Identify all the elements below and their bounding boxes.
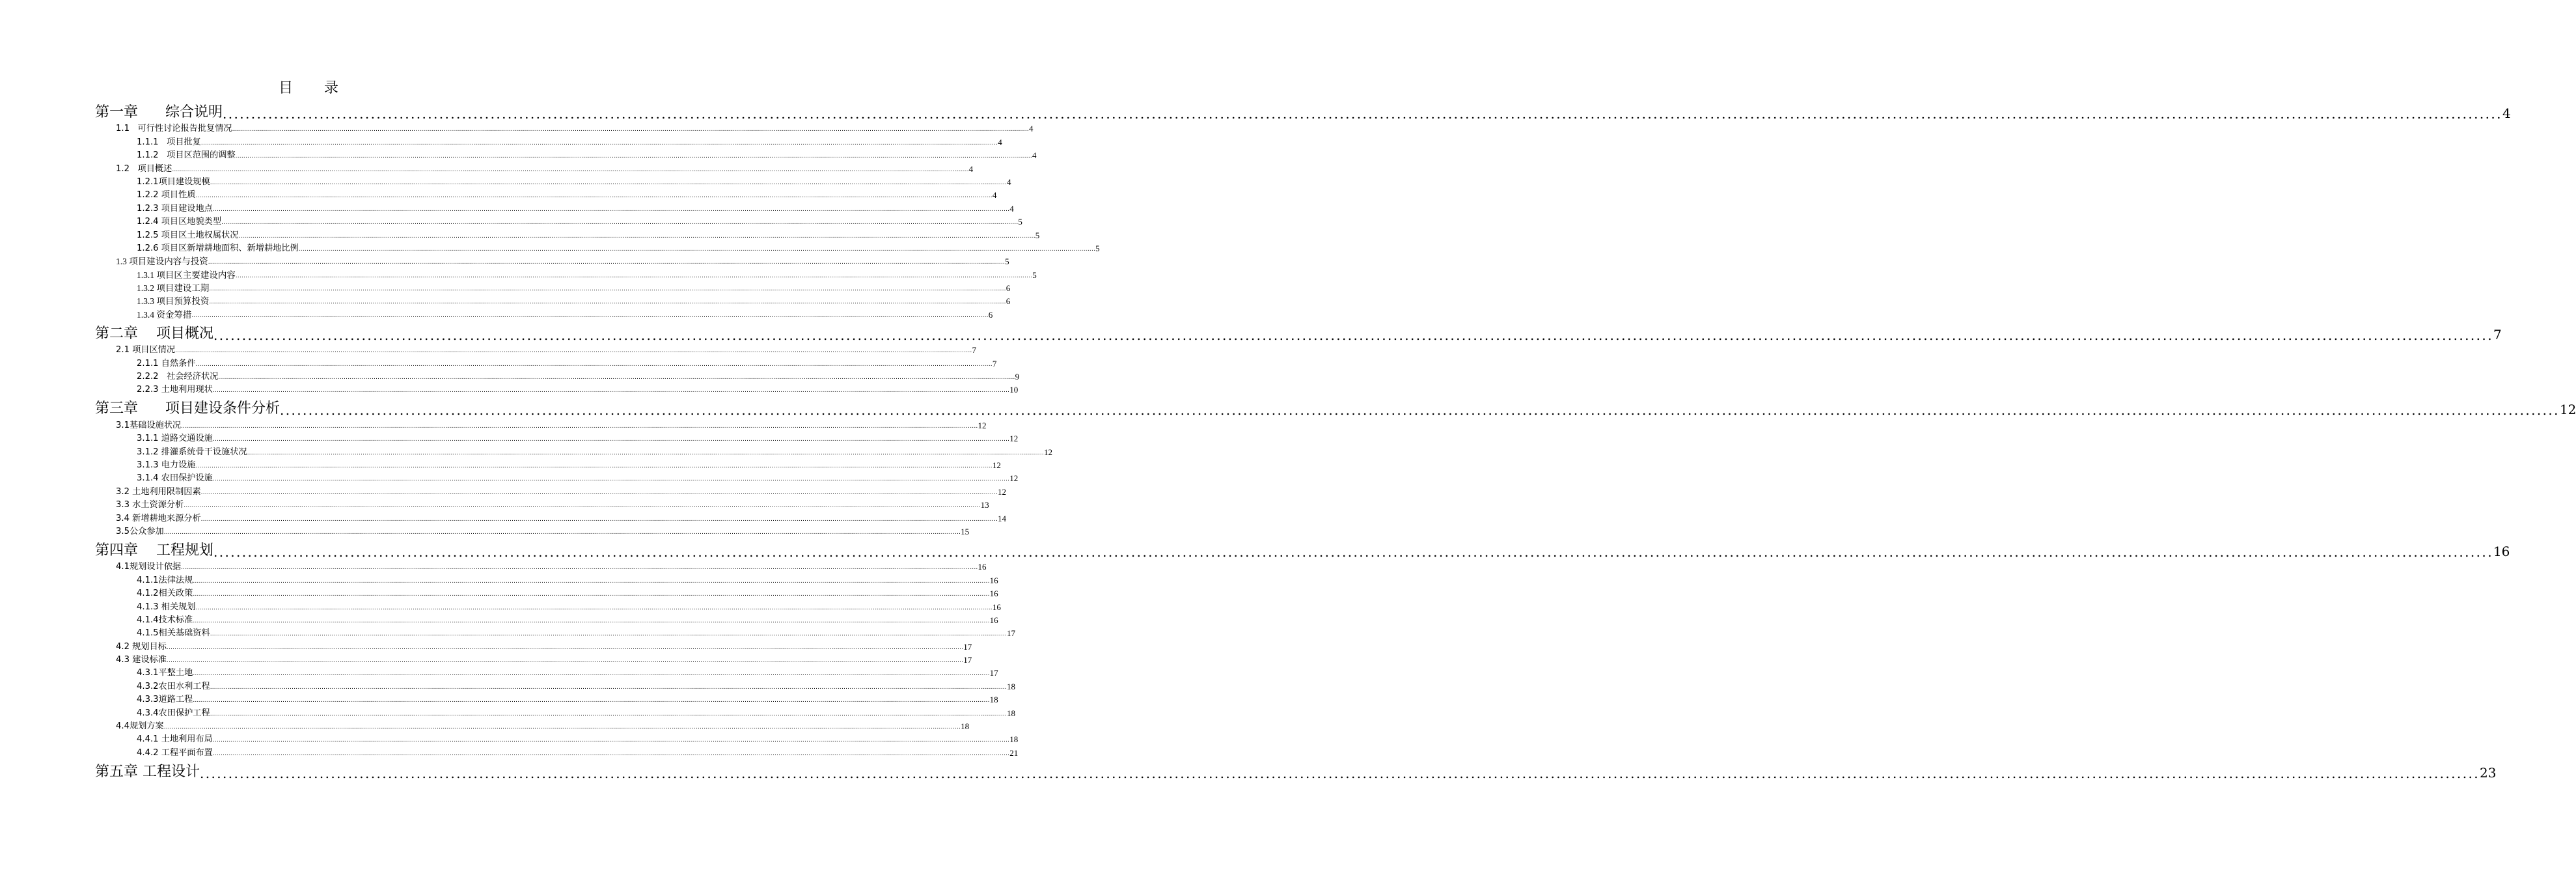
toc-entry-title: 2.1.1 自然条件 [137, 358, 196, 368]
toc-entry-page: 16 [989, 575, 998, 585]
toc-entry-title: 4.4.1 土地利用布局 [137, 734, 213, 745]
toc-entry-title: 1.1.1 项目批复 [137, 137, 201, 147]
toc-title [0, 77, 618, 97]
toc-entry-page: 5 [1095, 243, 1100, 253]
toc-entry-page: 18 [989, 695, 998, 705]
toc-entry-title: 3.1基础设施状况 [116, 420, 182, 430]
toc-entry-page: 12 [1043, 447, 1052, 457]
toc-entry-page: 16 [978, 562, 987, 572]
toc-leader-dots: ................................................................................................................................................................................................................................................................................................................................................................................................................ [209, 286, 1006, 293]
toc-leader-dots: ................................................................................................................................................................................................................................................................................................................................................................................................................ [235, 272, 1033, 279]
toc-chapter-entry[interactable] [95, 395, 2576, 419]
toc-entry-page: 18 [961, 721, 970, 732]
toc-section-entry[interactable] [95, 559, 987, 572]
toc-leader-dots: ................................................................................................................................................................................................................................................................................................................................................................................................................ [175, 348, 972, 355]
toc-entry-page: 17 [963, 641, 972, 652]
toc-entry-page: 4 [1007, 176, 1011, 187]
toc-section-entry[interactable] [95, 444, 1052, 457]
toc-entry-page: 16 [2493, 543, 2510, 559]
toc-entry-title: 1.2.4 项目区地貌类型 [137, 217, 222, 227]
toc-section-entry[interactable] [95, 227, 1040, 240]
toc-section-entry[interactable] [95, 572, 998, 585]
toc-entry-title: 4.3 建设标准 [116, 655, 167, 665]
toc-leader-dots: ................................................................................................................................................................................................................................................................................................................................................................................................................ [193, 577, 990, 585]
toc-leader-dots: ................................................................................................................................................................................................................................................................................................................................................................................................................ [200, 765, 2480, 781]
toc-entry-title: 1.2.6 项目区新增耕地面积、新增耕地比例 [137, 243, 299, 253]
toc-entry-page: 4 [998, 137, 1002, 147]
toc-entry-page: 13 [980, 500, 989, 510]
toc-entry-title: 4.1.5相关基础资料 [137, 628, 210, 639]
toc-entry-title: 3.1.3 电力设施 [137, 460, 196, 470]
toc-leader-dots: ................................................................................................................................................................................................................................................................................................................................................................................................................ [172, 166, 969, 173]
toc-leader-dots: ................................................................................................................................................................................................................................................................................................................................................................................................................ [181, 423, 978, 430]
toc-leader-dots: ................................................................................................................................................................................................................................................................................................................................................................................................................ [298, 245, 1096, 253]
toc-entry-title: 3.1.1 道路交通设施 [137, 434, 213, 444]
toc-entry-page: 6 [1006, 283, 1011, 294]
toc-entry-page: 12 [1009, 434, 1019, 444]
toc-entry-page: 23 [2479, 764, 2497, 781]
toc-leader-dots: ................................................................................................................................................................................................................................................................................................................................................................................................................ [212, 737, 1010, 744]
toc-leader-dots: ................................................................................................................................................................................................................................................................................................................................................................................................................ [213, 327, 2493, 343]
toc-entry-page: 18 [1009, 734, 1019, 745]
toc-entry-title: 1.2 项目概述 [116, 163, 172, 174]
toc-leader-dots: ................................................................................................................................................................................................................................................................................................................................................................................................................ [195, 361, 993, 368]
toc-entry-page: 15 [961, 526, 970, 536]
toc-entry-title: 第四章 工程规划 [95, 542, 213, 559]
toc-entry-page: 12 [978, 420, 987, 430]
toc-section-entry[interactable] [95, 599, 1001, 612]
toc-title-char-1: 目 [278, 80, 294, 96]
toc-leader-dots: ................................................................................................................................................................................................................................................................................................................................................................................................................ [247, 449, 1044, 456]
toc-entry-title: 4.4.2 工程平面布置 [137, 747, 213, 758]
toc-section-entry[interactable] [95, 201, 1014, 214]
toc-leader-dots: ................................................................................................................................................................................................................................................................................................................................................................................................................ [221, 219, 1019, 227]
toc-entry-title: 1.3 项目建设内容与投资 [116, 257, 208, 267]
toc-leader-dots: ................................................................................................................................................................................................................................................................................................................................................................................................................ [238, 232, 1035, 240]
toc-entry-title: 3.1.4 农田保护设施 [137, 473, 213, 484]
toc-leader-dots: ................................................................................................................................................................................................................................................................................................................................................................................................................ [184, 503, 981, 510]
toc-entry-title: 4.4规划方案 [116, 721, 164, 732]
toc-entry-title: 4.1.2相关政策 [137, 589, 193, 599]
toc-entry-page: 4 [992, 190, 997, 201]
toc-entry-title: 第二章 项目概况 [95, 325, 213, 342]
toc-section-entry[interactable] [95, 134, 1002, 147]
toc-entry-title: 1.2.5 项目区土地权属状况 [137, 230, 239, 240]
toc-entry-page: 12 [998, 486, 1007, 497]
toc-entry-page: 4 [968, 163, 974, 174]
toc-entry-page: 16 [989, 615, 998, 625]
toc-leader-dots: ................................................................................................................................................................................................................................................................................................................................................................................................................ [195, 604, 993, 611]
toc-entry-title: 4.1规划设计依据 [116, 562, 182, 572]
toc-entry-page: 12 [2559, 402, 2576, 418]
toc-entry-page: 5 [1005, 257, 1009, 267]
toc-entry-page: 21 [1009, 747, 1019, 758]
toc-leader-dots: ................................................................................................................................................................................................................................................................................................................................................................................................................ [222, 106, 2502, 122]
toc-chapter-entry[interactable] [95, 99, 2511, 122]
toc-entry-title: 4.2 规划目标 [116, 641, 167, 652]
toc-section-entry[interactable] [95, 497, 989, 510]
toc-entry-title: 3.1.2 排灌系统骨干设施状况 [137, 447, 247, 457]
toc-section-entry[interactable] [95, 705, 1016, 718]
toc-entry-title: 1.2.1项目建设规模 [137, 176, 210, 187]
toc-section-entry[interactable] [95, 382, 1019, 395]
toc-leader-dots: ................................................................................................................................................................................................................................................................................................................................................................................................................ [232, 126, 1029, 133]
toc-entry-title: 第五章 工程设计 [95, 763, 200, 780]
toc-section-entry[interactable] [95, 307, 993, 320]
toc-leader-dots: ................................................................................................................................................................................................................................................................................................................................................................................................................ [200, 139, 998, 146]
toc-section-entry[interactable] [95, 342, 976, 355]
toc-entry-title: 1.3.1 项目区主要建设内容 [137, 270, 236, 280]
toc-entry-page: 18 [1007, 708, 1016, 718]
toc-chapter-entry[interactable] [95, 758, 2497, 781]
toc-leader-dots: ................................................................................................................................................................................................................................................................................................................................................................................................................ [210, 710, 1007, 717]
toc-section-entry[interactable] [95, 652, 972, 665]
toc-section-entry[interactable] [95, 510, 1007, 523]
toc-leader-dots: ................................................................................................................................................................................................................................................................................................................................................................................................................ [210, 684, 1007, 691]
toc-entry-page: 12 [1009, 473, 1019, 484]
toc-entry-title: 4.3.2农田水利工程 [137, 681, 210, 691]
toc-section-entry[interactable] [95, 355, 997, 368]
toc-chapter-entry[interactable] [95, 320, 2502, 343]
toc-section-entry[interactable] [95, 745, 1019, 758]
toc-section-entry[interactable] [95, 692, 998, 705]
toc-leader-dots: ................................................................................................................................................................................................................................................................................................................................................................................................................ [210, 631, 1007, 638]
toc-leader-dots: ................................................................................................................................................................................................................................................................................................................................................................................................................ [166, 644, 964, 651]
toc-section-entry[interactable] [95, 678, 1016, 691]
toc-leader-dots: ................................................................................................................................................................................................................................................................................................................................................................................................................ [212, 206, 1010, 213]
toc-entry-title: 第三章 项目建设条件分析 [95, 400, 280, 417]
toc-entry-title: 1.3.4 资金筹措 [137, 309, 192, 320]
toc-leader-dots: ................................................................................................................................................................................................................................................................................................................................................................................................................ [210, 179, 1007, 186]
toc-entry-page: 6 [988, 309, 993, 320]
toc-entry-page: 4 [1028, 124, 1034, 134]
table-of-contents [95, 99, 2576, 781]
toc-section-entry[interactable] [95, 665, 998, 678]
toc-leader-dots: ................................................................................................................................................................................................................................................................................................................................................................................................................ [208, 259, 1006, 266]
toc-leader-dots: ................................................................................................................................................................................................................................................................................................................................................................................................................ [163, 724, 961, 731]
toc-leader-dots: ................................................................................................................................................................................................................................................................................................................................................................................................................ [195, 462, 993, 469]
toc-entry-page: 16 [992, 602, 1001, 612]
toc-leader-dots: ................................................................................................................................................................................................................................................................................................................................................................................................................ [193, 591, 990, 598]
toc-entry-title: 3.5公众参加 [116, 526, 164, 536]
toc-entry-page: 18 [1007, 681, 1016, 691]
toc-entry-page: 17 [989, 668, 998, 678]
toc-leader-dots: ................................................................................................................................................................................................................................................................................................................................................................................................................ [218, 374, 1015, 382]
toc-entry-title: 2.2.3 土地利用现状 [137, 385, 213, 395]
toc-leader-dots: ................................................................................................................................................................................................................................................................................................................................................................................................................ [193, 671, 990, 678]
toc-section-entry[interactable] [95, 586, 998, 599]
toc-entry-title: 1.3.2 项目建设工期 [137, 283, 210, 294]
toc-section-entry[interactable] [95, 613, 998, 626]
toc-leader-dots: ................................................................................................................................................................................................................................................................................................................................................................................................................ [212, 750, 1010, 757]
toc-leader-dots: ................................................................................................................................................................................................................................................................................................................................................................................................................ [235, 153, 1032, 160]
toc-entry-title: 1.1.2 项目区范围的调整 [137, 150, 236, 161]
toc-entry-title: 4.1.1法律法规 [137, 575, 193, 585]
toc-entry-page: 10 [1009, 385, 1019, 395]
toc-entry-page: 5 [1018, 217, 1022, 227]
toc-entry-title: 第一章 综合说明 [95, 104, 223, 120]
toc-entry-title: 4.3.3道路工程 [137, 695, 193, 705]
toc-section-entry[interactable] [95, 639, 972, 652]
toc-entry-title: 4.1.3 相关规划 [137, 602, 196, 612]
toc-entry-page: 7 [2493, 326, 2502, 342]
toc-section-entry[interactable] [95, 732, 1019, 745]
toc-section-entry[interactable] [95, 161, 974, 174]
toc-leader-dots: ................................................................................................................................................................................................................................................................................................................................................................................................................ [212, 476, 1010, 483]
toc-entry-title: 4.3.1平整土地 [137, 668, 193, 678]
toc-section-entry[interactable] [95, 241, 1100, 254]
toc-leader-dots: ................................................................................................................................................................................................................................................................................................................................................................................................................ [181, 564, 978, 572]
toc-entry-page: 14 [998, 513, 1007, 523]
toc-section-entry[interactable] [95, 254, 1009, 267]
toc-leader-dots: ................................................................................................................................................................................................................................................................................................................................................................................................................ [195, 193, 993, 200]
toc-section-entry[interactable] [95, 484, 1007, 497]
toc-leader-dots: ................................................................................................................................................................................................................................................................................................................................................................................................................ [193, 697, 990, 704]
toc-section-entry[interactable] [95, 174, 1011, 188]
toc-entry-page: 7 [972, 345, 976, 355]
toc-leader-dots: ................................................................................................................................................................................................................................................................................................................................................................................................................ [200, 516, 998, 523]
toc-entry-title: 2.1 项目区情况 [116, 345, 176, 355]
toc-leader-dots: ................................................................................................................................................................................................................................................................................................................................................................................................................ [213, 544, 2493, 560]
toc-section-entry[interactable] [95, 281, 1011, 294]
toc-leader-dots: ................................................................................................................................................................................................................................................................................................................................................................................................................ [212, 387, 1010, 395]
toc-leader-dots: ................................................................................................................................................................................................................................................................................................................................................................................................................ [193, 617, 990, 624]
toc-section-entry[interactable] [95, 267, 1037, 280]
toc-leader-dots: ................................................................................................................................................................................................................................................................................................................................................................................................................ [209, 299, 1006, 306]
toc-entry-title: 4.3.4农田保护工程 [137, 708, 210, 718]
toc-entry-page: 12 [992, 460, 1001, 470]
toc-entry-title: 1.1 可行性讨论报告批复情况 [116, 124, 232, 134]
toc-section-entry[interactable] [95, 431, 1019, 444]
toc-entry-title: 4.1.4技术标准 [137, 615, 193, 625]
toc-entry-page: 9 [1015, 372, 1020, 382]
toc-entry-page: 17 [963, 655, 972, 665]
toc-section-entry[interactable] [95, 458, 1001, 471]
toc-leader-dots: ................................................................................................................................................................................................................................................................................................................................................................................................................ [163, 529, 961, 536]
toc-section-entry[interactable] [95, 188, 997, 201]
toc-entry-title: 2.2.2 社会经济状况 [137, 372, 219, 382]
toc-entry-page: 16 [989, 589, 998, 599]
toc-leader-dots: ................................................................................................................................................................................................................................................................................................................................................................................................................ [166, 658, 964, 665]
toc-entry-page: 4 [1009, 203, 1014, 214]
toc-entry-page: 6 [1006, 296, 1011, 307]
toc-section-entry[interactable] [95, 214, 1022, 227]
toc-entry-title: 3.3 水土资源分析 [116, 500, 184, 510]
toc-entry-page: 4 [1032, 150, 1037, 161]
toc-entry-page: 5 [1035, 230, 1040, 240]
toc-entry-page: 7 [992, 358, 997, 368]
toc-section-entry[interactable] [95, 417, 987, 430]
toc-leader-dots: ................................................................................................................................................................................................................................................................................................................................................................................................................ [191, 312, 989, 319]
toc-title-char-2: 录 [324, 80, 340, 96]
toc-section-entry[interactable] [95, 148, 1037, 161]
toc-leader-dots: ................................................................................................................................................................................................................................................................................................................................................................................................................ [212, 436, 1010, 443]
toc-leader-dots: ................................................................................................................................................................................................................................................................................................................................................................................................................ [279, 402, 2560, 419]
toc-chapter-entry[interactable] [95, 537, 2510, 560]
toc-entry-page: 17 [1007, 628, 1016, 639]
toc-entry-title: 1.3.3 项目预算投资 [137, 296, 210, 307]
toc-entry-page: 4 [2502, 105, 2511, 121]
toc-section-entry[interactable] [95, 369, 1020, 382]
toc-entry-title: 3.2 土地利用限制因素 [116, 486, 201, 497]
toc-section-entry[interactable] [95, 719, 970, 732]
toc-section-entry[interactable] [95, 121, 1034, 134]
toc-section-entry[interactable] [95, 294, 1011, 307]
toc-entry-title: 1.2.3 项目建设地点 [137, 203, 213, 214]
toc-entry-title: 3.4 新增耕地来源分析 [116, 513, 201, 523]
toc-section-entry[interactable] [95, 626, 1016, 639]
toc-entry-title: 1.2.2 项目性质 [137, 190, 196, 201]
toc-entry-page: 5 [1032, 270, 1037, 280]
toc-leader-dots: ................................................................................................................................................................................................................................................................................................................................................................................................................ [200, 489, 998, 496]
toc-section-entry[interactable] [95, 524, 970, 537]
toc-section-entry[interactable] [95, 471, 1019, 484]
